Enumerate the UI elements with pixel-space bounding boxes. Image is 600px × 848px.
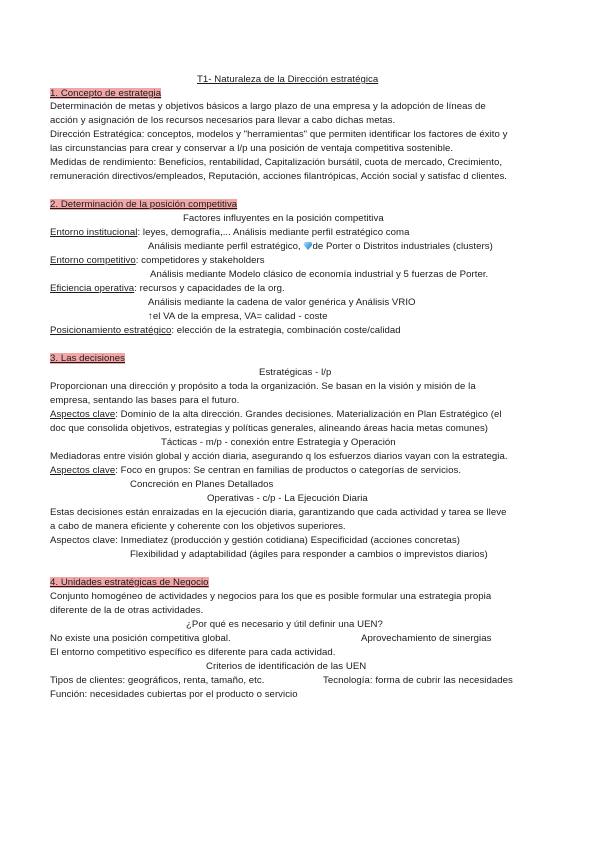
subsection-title: Operativas - c/p - La Ejecución Diaria	[207, 493, 368, 504]
text-line	[50, 465, 461, 477]
text-line	[148, 241, 493, 253]
term-text: : competidores y stakeholders	[135, 255, 265, 266]
text-line: diferente de la de otras actividades.	[50, 605, 204, 616]
text-line: Análisis mediante la cadena de valor genérica y Análisis VRIO	[148, 297, 416, 308]
term-label: Posicionamiento estratégico	[50, 325, 172, 336]
term-text: : recursos y capacidades de la org.	[134, 283, 285, 294]
section-heading-3-text: 3. Las decisiones	[50, 353, 125, 364]
term-label: Aspectos clave	[50, 409, 116, 420]
text-line	[50, 325, 401, 337]
text-line: Tipos de clientes: geográficos, renta, tamaño, etc.	[50, 675, 265, 686]
section-heading-4-text: 4. Unidades estratégicas de Negocio	[50, 577, 209, 588]
text-line: empresa, sentando las bases para el futuro.	[50, 395, 240, 406]
text-line: Estas decisiones están enraizadas en la ejecución diaria, garantizando que cada actividad y tarea se lleve	[50, 507, 507, 518]
term-label: Eficiencia operativa	[50, 283, 135, 294]
term-text: : Dominio de la alta dirección. Grandes decisiones. Materialización en Plan Estratégico (el	[115, 409, 502, 420]
term-label: Entorno competitivo	[50, 255, 136, 266]
subsection-title: Tácticas - m/p - conexión entre Estrategia y Operación	[161, 437, 396, 448]
text-line: El entorno competitivo específico es diferente para cada actividad.	[50, 647, 336, 658]
text-line: No existe una posición competitiva global.	[50, 633, 231, 644]
text-line: remuneración directivos/empleados, Reputación, acciones filantrópicas, Acción social y satisfac d clientes.	[50, 171, 508, 182]
subsection-title: ¿Por qué es necesario y útil definir una UEN?	[186, 619, 383, 630]
text-line: ↑el VA de la empresa, VA= calidad - coste	[148, 311, 328, 322]
text-line: Aspectos clave: Inmediatez (producción y gestión cotidiana) Especificidad (acciones concretas)	[50, 535, 460, 546]
text-line: Función: necesidades cubiertas por el producto o servicio	[50, 689, 298, 700]
term-label: Aspectos clave	[50, 465, 116, 476]
subsection-title: Estratégicas - l/p	[259, 367, 332, 378]
text-line: Proporcionan una dirección y propósito a toda la organización. Se basan en la visión y misión de la	[50, 381, 476, 392]
text-line: Concreción en Planes Detallados	[130, 479, 274, 490]
text-line: Tecnología: forma de cubrir las necesidades	[323, 675, 513, 686]
section-heading-4	[50, 577, 209, 589]
document-title: T1- Naturaleza de la Dirección estratégica	[197, 74, 379, 85]
term-text: : Foco en grupos: Se centran en familias de productos o categorías de servicios.	[115, 465, 462, 476]
text-line: Mediadoras entre visión global y acción diaria, asegurando q los esfuerzos diarios vayan con la estrategia.	[50, 451, 508, 462]
term-text: : elección de la estrategia, combinación coste/calidad	[171, 325, 401, 336]
subsection-title: Criterios de identificación de las UEN	[206, 661, 367, 672]
text-line: a cabo de manera eficiente y coherente con los objetivos superiores.	[50, 521, 346, 532]
text-line	[50, 409, 502, 421]
text-line	[50, 227, 409, 239]
text-line: Dirección Estratégica: conceptos, modelos y "herramientas" que permiten identificar los factores de éxito y	[50, 129, 508, 140]
text-line: Medidas de rendimiento: Beneficios, rentabilidad, Capitalización bursátil, cuota de mercado, Crecimiento,	[50, 157, 503, 168]
section-heading-1-text: 1. Concepto de estrategia	[50, 88, 162, 99]
subsection-title: Factores influyentes en la posición competitiva	[183, 213, 384, 224]
text-line: Aprovechamiento de sinergias	[361, 633, 492, 644]
line-part: Análisis mediante perfil estratégico,	[148, 241, 301, 252]
section-heading-2	[50, 199, 237, 211]
text-line	[50, 283, 285, 295]
line-part: de Porter o Distritos industriales (clusters)	[312, 241, 493, 252]
text-line: Conjunto homogéneo de actividades y negocios para los que es posible formular una estrategia propia	[50, 591, 492, 602]
text-line: acción y asignación de los recursos necesarios para llevar a cabo dichas metas.	[50, 115, 396, 126]
section-heading-1	[50, 88, 161, 100]
text-line: las circunstancias para crear y conservar a l/p una posición de ventaja competitiva sostenible.	[50, 143, 454, 154]
text-line: Flexibilidad y adaptabilidad (ágiles para responder a cambios o imprevistos diarios)	[130, 549, 488, 560]
text-line: doc que consolida objetivos, estrategias y políticas generales, alineando áreas hacia metas comunes)	[50, 423, 489, 434]
section-heading-3	[50, 353, 125, 365]
section-heading-2-text: 2. Determinación de la posición competitiva	[50, 199, 238, 210]
term-text: : leyes, demografía,... Análisis mediante perfil estratégico coma	[137, 227, 410, 238]
text-line: Análisis mediante Modelo clásico de economía industrial y 5 fuerzas de Porter.	[150, 269, 489, 280]
term-label: Entorno institucional	[50, 227, 138, 238]
text-line	[50, 255, 265, 267]
text-line: Determinación de metas y objetivos básicos a largo plazo de una empresa y la adopción de líneas de	[50, 101, 486, 112]
